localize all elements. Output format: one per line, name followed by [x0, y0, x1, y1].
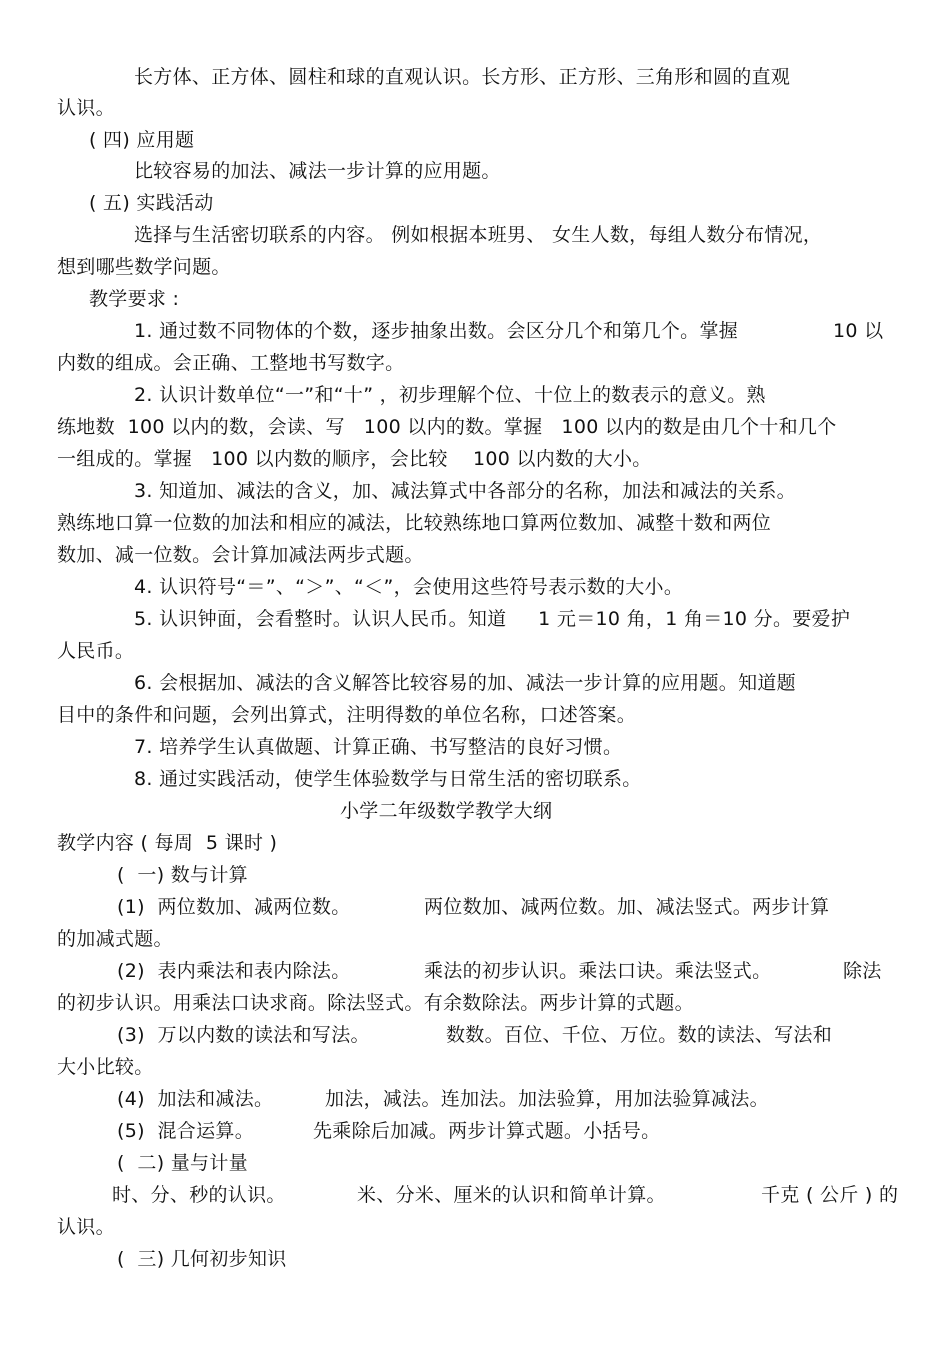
section-heading: 教学要求 : [89, 288, 180, 310]
text-line: (5) 混合运算。 [117, 1120, 254, 1142]
text-line: 千克 ( 公斤 ) 的 [761, 1184, 899, 1206]
text-line: 想到哪些数学问题。 [57, 256, 231, 278]
text-line: 比较容易的加法、减法一步计算的应用题。 [134, 160, 501, 182]
text-line: 人民币。 [57, 640, 135, 662]
text-line: 1. 通过数不同物体的个数，逐步抽象出数。会区分几个和第几个。掌握 [134, 320, 739, 342]
text-line: 加法，减法。连加法。加法验算，用加法验算减法。 [325, 1088, 769, 1110]
text-line: (4) 加法和减法。 [117, 1088, 274, 1110]
document-title: 小学二年级数学教学大纲 [340, 800, 553, 822]
text-line: (2) 表内乘法和表内除法。 [117, 960, 351, 982]
section-heading: ( 五) 实践活动 [89, 192, 214, 214]
section-heading: ( 一) 数与计算 [117, 864, 248, 886]
text-line: 长方体、正方体、圆柱和球的直观认识。长方形、正方形、三角形和圆的直观 [134, 66, 791, 88]
text-line: 10 以 [833, 320, 884, 342]
text-line: 乘法的初步认识。乘法口诀。乘法竖式。 [424, 960, 772, 982]
text-line: 4. 认识符号“＝”、“＞”、“＜”，会使用这些符号表示数的大小。 [134, 576, 684, 598]
text-line: 数数。百位、千位、万位。数的读法、写法和 [446, 1024, 833, 1046]
text-line: 5. 认识钟面，会看整时。认识人民币。知道 1 元＝10 角，1 角＝10 分。要爱护 [134, 608, 851, 630]
text-line: 一组成的。掌握 100 以内数的顺序，会比较 100 以内数的大小。 [57, 448, 652, 470]
text-line: 的初步认识。用乘法口诀求商。除法竖式。有余数除法。两步计算的式题。 [57, 992, 694, 1014]
text-line: 数加、减一位数。会计算加减法两步式题。 [57, 544, 424, 566]
text-line: 7. 培养学生认真做题、计算正确、书写整洁的良好习惯。 [134, 736, 623, 758]
text-line: 两位数加、减两位数。加、减法竖式。两步计算 [424, 896, 830, 918]
text-line: 大小比较。 [57, 1056, 154, 1078]
text-line: 内数的组成。会正确、工整地书写数字。 [57, 352, 405, 374]
text-line: 选择与生活密切联系的内容。 例如根据本班男、 女生人数，每组人数分布情况， [134, 224, 823, 246]
text-line: 认识。 [57, 97, 115, 119]
section-heading: ( 二) 量与计量 [117, 1152, 248, 1174]
text-line: 目中的条件和问题，会列出算式，注明得数的单位名称，口述答案。 [57, 704, 637, 726]
text-line: (3) 万以内数的读法和写法。 [117, 1024, 370, 1046]
section-heading: ( 三) 几何初步知识 [117, 1248, 287, 1270]
section-heading: ( 四) 应用题 [89, 129, 195, 151]
section-heading: 教学内容 ( 每周 5 课时 ) [57, 832, 278, 854]
text-line: 2. 认识计数单位“一”和“十” ，初步理解个位、十位上的数表示的意义。熟 [134, 384, 766, 406]
text-line: 认识。 [57, 1216, 115, 1238]
text-line: 除法 [843, 960, 882, 982]
text-line: (1) 两位数加、减两位数。 [117, 896, 351, 918]
text-line: 8. 通过实践活动，使学生体验数学与日常生活的密切联系。 [134, 768, 642, 790]
text-line: 先乘除后加减。两步计算式题。小括号。 [313, 1120, 661, 1142]
text-line: 米、分米、厘米的认识和简单计算。 [357, 1184, 666, 1206]
text-line: 熟练地口算一位数的加法和相应的减法，比较熟练地口算两位数加、减整十数和两位 [57, 512, 772, 534]
text-line: 6. 会根据加、减法的含义解答比较容易的加、减法一步计算的应用题。知道题 [134, 672, 796, 694]
text-line: 3. 知道加、减法的含义，加、减法算式中各部分的名称，加法和减法的关系。 [134, 480, 796, 502]
text-line: 的加减式题。 [57, 928, 173, 950]
text-line: 练地数 100 以内的数，会读、写 100 以内的数。掌握 100 以内的数是由几个十和几个 [57, 416, 837, 438]
text-line: 时、分、秒的认识。 [112, 1184, 286, 1206]
